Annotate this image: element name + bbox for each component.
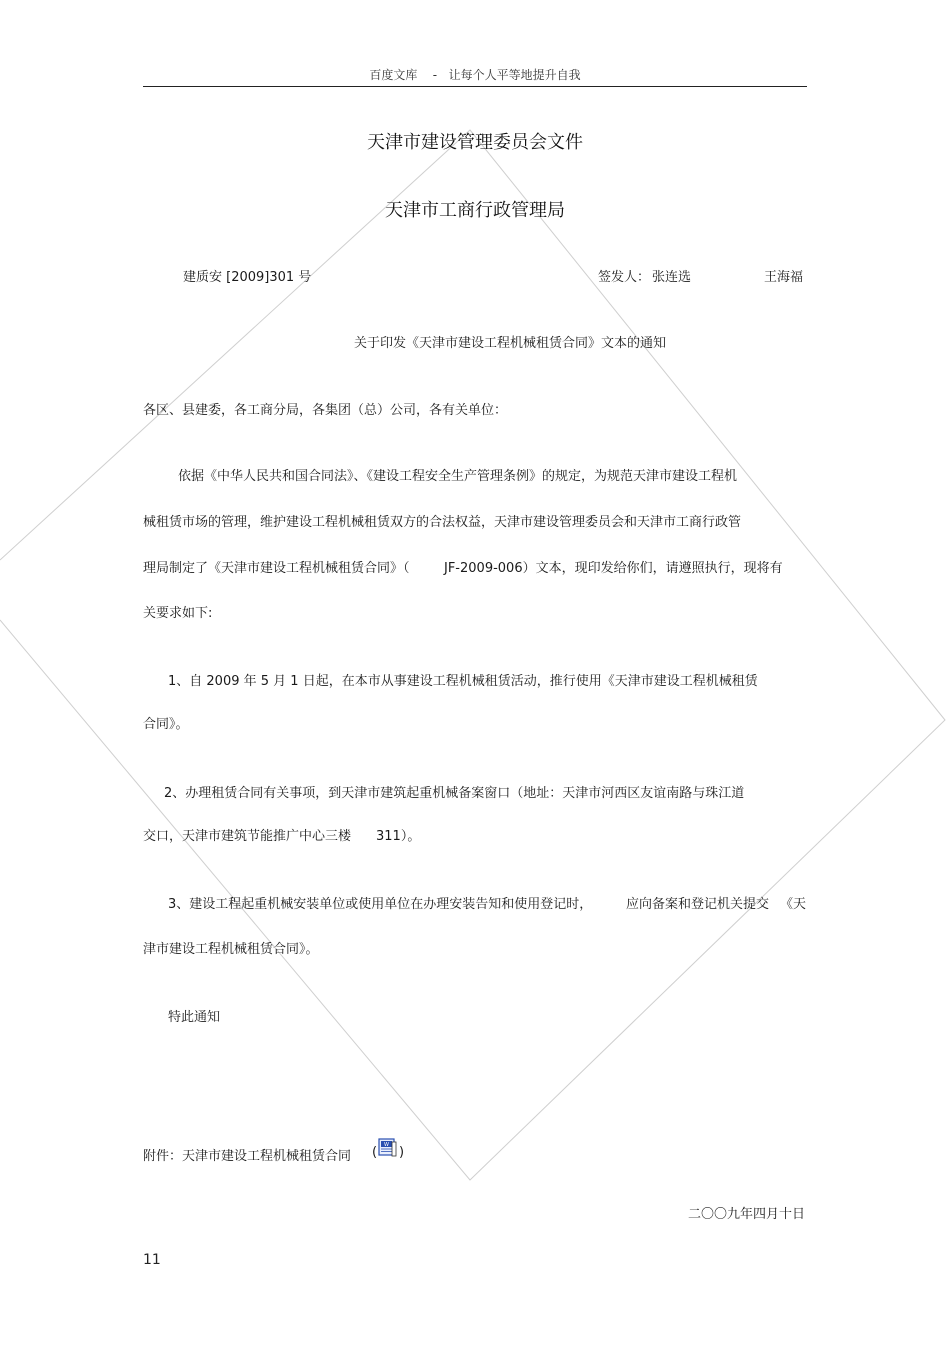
document-title-1: 天津市建设管理委员会文件 (367, 132, 583, 153)
intro-line-4: 关要求如下: (143, 606, 213, 621)
header-slogan: 让每个人平等地提升自我 (448, 68, 581, 82)
header-site: 百度文库 (369, 68, 418, 82)
attachment-paren-open: ( (372, 1145, 378, 1160)
item-3-line-1a: 3、建设工程起重机械安装单位或使用单位在办理安装告知和使用登记时， (168, 897, 593, 912)
intro-line-2: 械租赁市场的管理，维护建设工程机械租赁双方的合法权益，天津市建设管理委员会和天津市工商行政管 (143, 515, 742, 530)
svg-text:W: W (384, 1142, 389, 1148)
item-2-line-2a: 交口，天津市建筑节能推广中心三楼 (143, 829, 352, 844)
intro-line-3b: JF-2009-006）文本，现印发给你们，请遵照执行，现将有 (444, 561, 783, 576)
recipients: 各区、县建委，各工商分局，各集团（总）公司，各有关单位： (143, 403, 508, 418)
signer-1: 张连选 (652, 270, 692, 285)
page-header (0, 66, 950, 83)
header-rule (143, 86, 807, 87)
item-1-line-2: 合同》。 (143, 717, 189, 732)
header-separator: - (432, 68, 438, 82)
item-3-line-2: 津市建设工程机械租赁合同》。 (143, 942, 319, 957)
document-attachment-icon[interactable] (376, 1138, 398, 1158)
item-2-line-1: 2、办理租赁合同有关事项，到天津市建筑起重机械备案窗口（地址：天津市河西区友谊南路与珠江道 (164, 786, 745, 801)
document-subject: 关于印发《天津市建设工程机械租赁合同》文本的通知 (353, 336, 666, 351)
item-3-line-1c: 《天 (780, 897, 807, 912)
item-3-line-1b: 应向备案和登记机关提交 (626, 897, 770, 912)
doc-number: 建质安 [2009]301 号 (183, 270, 312, 285)
document-title-2: 天津市工商行政管理局 (385, 200, 565, 221)
signer-label: 签发人： (598, 270, 651, 285)
signer-2: 王海福 (764, 270, 804, 285)
intro-line-3a: 理局制定了《天津市建设工程机械租赁合同》（ (143, 561, 410, 576)
document-date: 二〇〇九年四月十日 (688, 1207, 806, 1222)
item-1-line-1: 1、自 2009 年 5 月 1 日起，在本市从事建设工程机械租赁活动，推行使用《天津市建设工程机械租赁 (168, 674, 758, 689)
attachment-label: 附件：天津市建设工程机械租赁合同 (143, 1149, 352, 1164)
page-number: 11 (143, 1252, 161, 1268)
attachment-paren-close: ) (399, 1145, 405, 1160)
item-2-line-2b: 311）。 (376, 829, 421, 844)
intro-line-1: 依据《中华人民共和国合同法》、《建设工程安全生产管理条例》的规定，为规范天津市建设工程机 (178, 469, 738, 484)
closing: 特此通知 (168, 1010, 221, 1025)
